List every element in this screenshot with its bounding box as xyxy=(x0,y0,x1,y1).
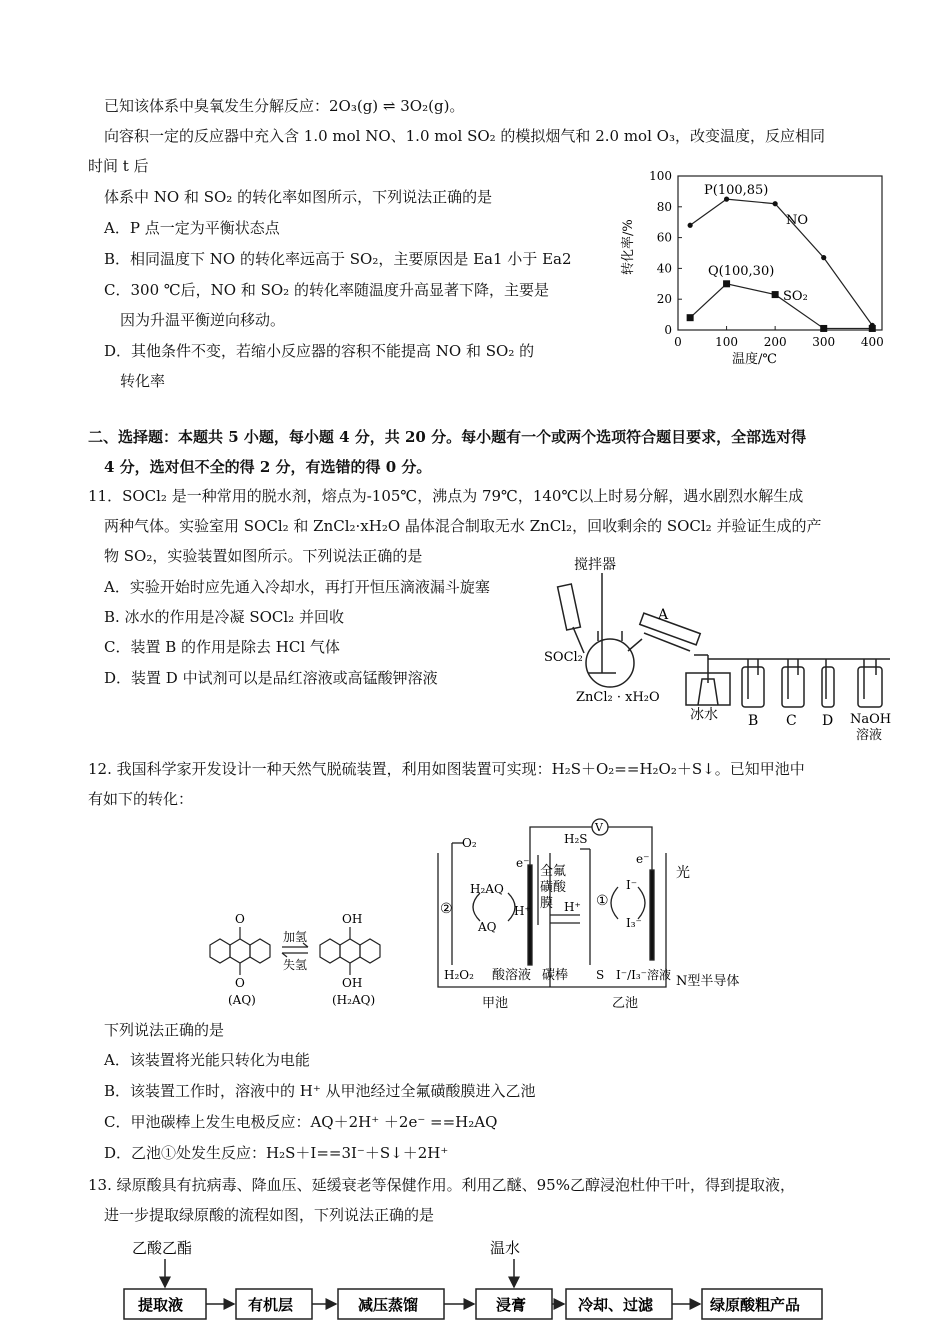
q10-option-d-line1: D．其他条件不变，若缩小反应器的容积不能提高 NO 和 SO₂ 的 xyxy=(104,342,535,360)
chart-xtick-label: 100 xyxy=(715,335,739,349)
label-bottle-c: C xyxy=(786,713,797,729)
chart-ytick-label: 60 xyxy=(656,230,672,245)
label-zncl2: ZnCl₂ · xH₂O xyxy=(576,690,660,705)
label-ice-water: 冰水 xyxy=(690,707,718,723)
chart-annotation-q: Q(100,30) xyxy=(708,264,775,279)
label-cell-yi: 乙池 xyxy=(612,996,639,1011)
label-lose-hydrogen: 失氢 xyxy=(283,958,308,972)
flow-step-extractum: 浸膏 xyxy=(496,1296,527,1314)
q11-option-c: C．装置 B 的作用是除去 HCl 气体 xyxy=(104,638,340,656)
q11-line-1: 11．SOCl₂ 是一种常用的脱水剂，熔点为-105℃，沸点为 79℃，140℃以上时易分解，遇水剧烈水解生成 xyxy=(88,487,804,505)
label-stirrer: 搅拌器 xyxy=(574,557,616,573)
chart-point xyxy=(687,314,694,321)
label-circle-2: ② xyxy=(440,901,453,917)
label-iodide: I⁻ xyxy=(626,878,638,892)
q12-stem: 下列说法正确的是 xyxy=(104,1021,225,1039)
q10-option-c-line2: 因为升温平衡逆向移动。 xyxy=(120,311,286,329)
label-socl2: SOCl₂ xyxy=(544,650,583,665)
flow-step-organic-layer: 有机层 xyxy=(248,1296,294,1314)
label-naoh-solution: 溶液 xyxy=(856,728,883,743)
label-add-hydrogen: 加氢 xyxy=(283,930,308,944)
q12-option-b: B．该装置工作时，溶液中的 H⁺ 从甲池经过全氟磺酸膜进入乙池 xyxy=(104,1082,536,1100)
q12-line-1: 12. 我国科学家开发设计一种天然气脱硫装置，利用如图装置可实现：H₂S＋O₂==H₂O₂＋S↓。已知甲池中 xyxy=(88,760,805,778)
chart-ytick-label: 100 xyxy=(649,169,672,183)
label-membrane-2: 磺酸 xyxy=(540,880,567,895)
q11-option-d: D．装置 D 中试剂可以是品红溶液或高锰酸钾溶液 xyxy=(104,669,438,687)
chart-series-line-0 xyxy=(690,199,872,325)
q11-option-a: A．实验开始时应先通入冷却水，再打开恒压滴液漏斗旋塞 xyxy=(104,578,490,596)
flow-step-extract: 提取液 xyxy=(138,1296,184,1314)
label-condenser-a: A xyxy=(658,607,669,623)
label-iodide-solution: I⁻/I₃⁻溶液 xyxy=(616,968,672,982)
label-membrane-1: 全氟 xyxy=(540,864,567,879)
label-aq: (AQ) xyxy=(228,993,256,1007)
label-cell-jia: 甲池 xyxy=(482,996,509,1011)
q10-option-a: A．P 点一定为平衡状态点 xyxy=(104,219,280,237)
label-aq-inner: AQ xyxy=(478,920,497,934)
flow-input-ethyl-acetate: 乙酸乙酯 xyxy=(132,1239,193,1257)
label-membrane-3: 膜 xyxy=(540,896,554,911)
chart-ytick-label: 40 xyxy=(656,261,672,276)
chart-point xyxy=(772,291,779,298)
q12-option-d: D．乙池①处发生反应：H₂S＋I==3I⁻＋S↓＋2H⁺ xyxy=(104,1144,449,1162)
chart-ytick-label: 20 xyxy=(656,292,672,307)
label-circle-1: ① xyxy=(596,893,609,909)
section2-heading-line2: 4 分，选对但不全的得 2 分，有选错的得 0 分。 xyxy=(104,458,432,476)
q11-apparatus-figure xyxy=(540,555,900,745)
q10-option-c-line1: C．300 ℃后，NO 和 SO₂ 的转化率随温度升高显著下降，主要是 xyxy=(104,281,549,299)
q10-line-1: 已知该体系中臭氧发生分解反应：2O₃(g) ⇌ 3O₂(g)。 xyxy=(104,97,465,115)
label-hplus-right: H⁺ xyxy=(564,900,581,914)
label-naoh: NaOH xyxy=(850,712,892,727)
label-bottle-d: D xyxy=(822,713,834,729)
chart-point xyxy=(723,280,730,287)
chart-xtick-label: 300 xyxy=(812,335,836,349)
section2-heading-line1: 二、选择题：本题共 5 小题，每小题 4 分，共 20 分。每小题有一个或两个选项符合题目要求，全部选对得 xyxy=(88,428,807,446)
chart-ytick-label: 0 xyxy=(664,323,672,337)
label-hplus-left: H⁺ xyxy=(514,904,531,918)
aq-bottom-o: O xyxy=(235,976,245,990)
chart-annotation-p: P(100,85) xyxy=(704,183,769,198)
flow-step-cool-filter: 冷却、过滤 xyxy=(578,1296,654,1314)
chart-series-line-1 xyxy=(690,284,872,329)
label-h2o2: H₂O₂ xyxy=(444,968,474,982)
label-triiodide: I₃⁻ xyxy=(626,916,642,930)
label-voltmeter: V xyxy=(595,821,603,834)
conversion-rate-chart xyxy=(600,160,900,375)
chart-point xyxy=(820,325,827,332)
q10-line-4: 体系中 NO 和 SO₂ 的转化率如图所示，下列说法正确的是 xyxy=(104,188,493,206)
aq-top-o: O xyxy=(235,912,245,926)
h2aq-top-oh: OH xyxy=(342,912,363,926)
chart-frame xyxy=(678,176,882,330)
q12-option-c: C．甲池碳棒上发生电极反应：AQ＋2H⁺ ＋2e⁻ ==H₂AQ xyxy=(104,1113,498,1131)
q10-option-b: B．相同温度下 NO 的转化率远高于 SO₂，主要原因是 Ea1 小于 Ea2 xyxy=(104,250,572,268)
q10-line-3: 时间 t 后 xyxy=(88,157,149,175)
chart-point xyxy=(688,223,693,228)
chart-xtick-label: 400 xyxy=(860,335,884,349)
chart-point xyxy=(869,325,876,332)
label-o2: O₂ xyxy=(462,836,477,850)
q13-flowchart xyxy=(110,1235,840,1335)
q13-line-2: 进一步提取绿原酸的流程如图，下列说法正确的是 xyxy=(104,1206,435,1224)
h2aq-bottom-oh: OH xyxy=(342,976,363,990)
label-electron-left: e⁻ xyxy=(516,856,530,870)
q10-line-2: 向容积一定的反应器中充入含 1.0 mol NO、1.0 mol SO₂ 的模拟烟气和 2.0 mol O₃，改变温度，反应相同 xyxy=(104,127,825,145)
q12-line-2: 有如下的转化： xyxy=(88,790,194,808)
label-h2aq: (H₂AQ) xyxy=(332,993,376,1007)
chart-xtick-label: 0 xyxy=(674,335,682,349)
q11-option-b: B. 冰水的作用是冷凝 SOCl₂ 并回收 xyxy=(104,608,344,626)
label-acid-solution: 酸溶液 xyxy=(492,968,532,983)
chart-xlabel: 温度/℃ xyxy=(732,352,777,367)
chart-ylabel: 转化率/% xyxy=(621,219,636,275)
label-carbon-rod: 碳棒 xyxy=(542,968,569,983)
label-n-type-semiconductor: N型半导体 xyxy=(676,974,740,989)
label-h2s: H₂S xyxy=(564,832,588,846)
label-sulfur: S xyxy=(596,968,605,982)
label-light: 光 xyxy=(676,865,690,881)
q10-option-d-line2: 转化率 xyxy=(120,372,166,390)
flow-step-crude-product: 绿原酸粗产品 xyxy=(710,1296,801,1314)
chart-point xyxy=(773,201,778,206)
q11-line-3: 物 SO₂，实验装置如图所示。下列说法正确的是 xyxy=(104,547,423,565)
flow-input-warm-water: 温水 xyxy=(490,1239,521,1257)
label-electron-right: e⁻ xyxy=(636,852,650,866)
q13-line-1: 13. 绿原酸具有抗病毒、降血压、延缓衰老等保健作用。利用乙醚、95%乙醇浸泡杜仲干叶，得到提取液， xyxy=(88,1176,795,1194)
chart-point xyxy=(821,255,826,260)
chart-ytick-label: 80 xyxy=(656,199,672,214)
label-h2aq-inner: H₂AQ xyxy=(470,882,504,896)
chart-xtick-label: 200 xyxy=(763,335,787,349)
flow-step-vacuum-distillation: 减压蒸馏 xyxy=(358,1296,419,1314)
chart-legend-so2: SO₂ xyxy=(783,289,808,304)
q11-line-2: 两种气体。实验室用 SOCl₂ 和 ZnCl₂·xH₂O 晶体混合制取无水 ZnCl₂，回收剩余的 SOCl₂ 并验证生成的产 xyxy=(104,517,822,535)
q12-option-a: A．该装置将光能只转化为电能 xyxy=(104,1051,310,1069)
aq-h2aq-conversion-figure xyxy=(200,905,400,1010)
label-bottle-b: B xyxy=(748,713,759,729)
desulfurization-cell-figure xyxy=(430,815,760,1015)
chart-legend-no: NO xyxy=(786,213,809,228)
